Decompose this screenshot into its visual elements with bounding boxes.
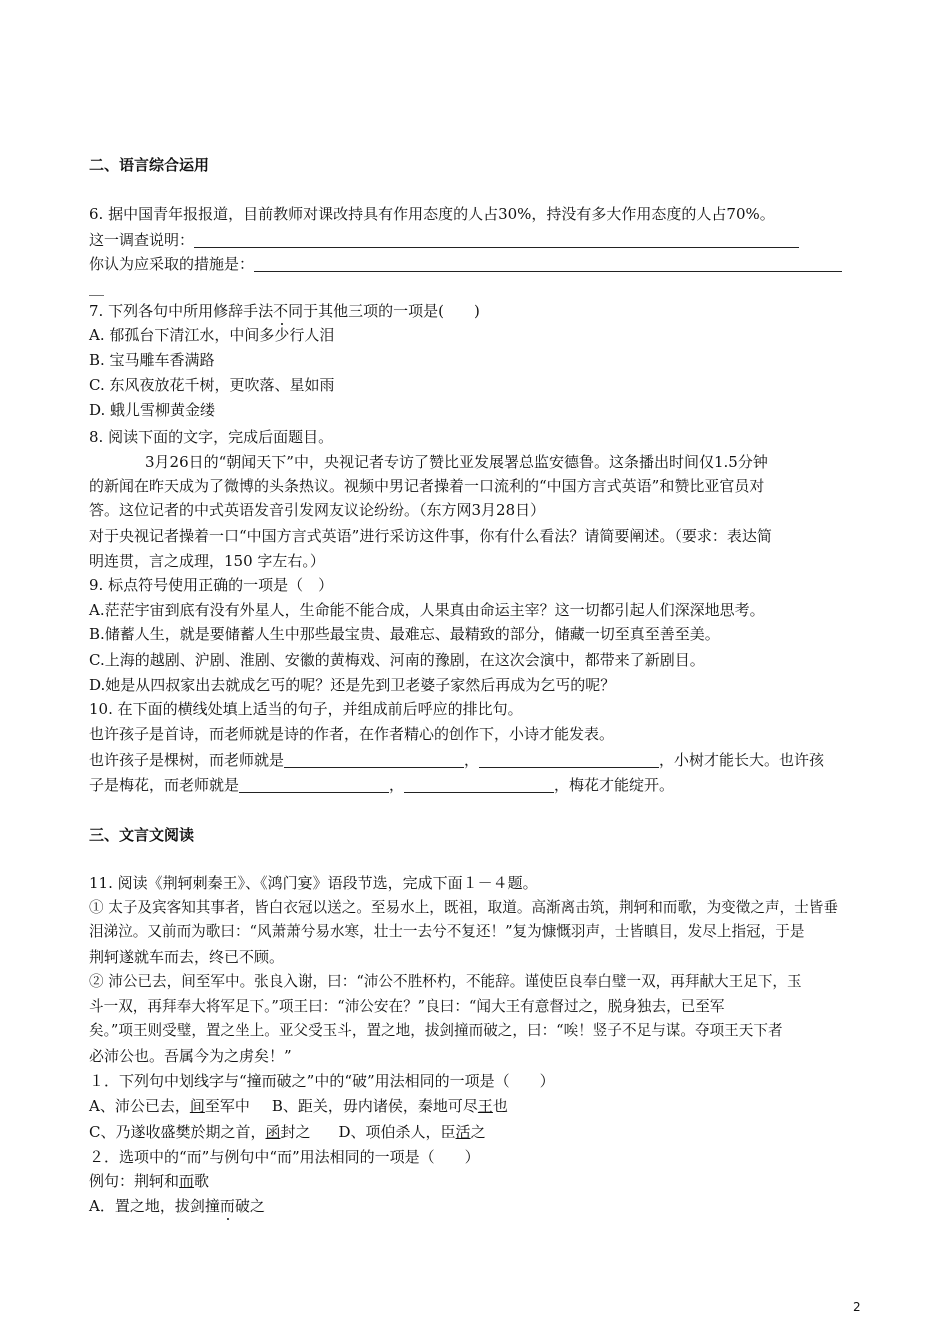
q9-option-c: C.上海的越剧、沪剧、淮剧、安徽的黄梅戏、河南的豫剧，在这次会演中，都带来了新剧目。 — [89, 651, 705, 669]
sub1-option-d-underlined: 活 — [455, 1123, 471, 1141]
q10-tree-blank-1[interactable] — [284, 751, 464, 768]
q10-line-tree — [89, 748, 824, 772]
q11-sub2-stem: ２．选项中的“而”与例句中“而”用法相同的一项是（ ） — [89, 1148, 480, 1166]
q10-line-plum — [89, 773, 674, 797]
q10-plum-text: 子是梅花，而老师就是 — [89, 776, 240, 794]
q6-measure-label: 你认为应采取的措施是： — [89, 255, 255, 273]
example-tail: 歌 — [194, 1172, 210, 1190]
q6-survey-line — [89, 228, 799, 252]
q6-survey-blank[interactable] — [194, 231, 799, 248]
q11-passage1-line: 荆轲遂就车而去，终已不顾。 — [89, 948, 285, 966]
q7-option-c: C. 东风夜放花千树，更吹落、星如雨 — [89, 376, 335, 394]
q7-stem-a: 7. 下列各句中所用修辞手法 — [89, 302, 274, 320]
sub1-option-a-tail: 至军中 — [204, 1097, 250, 1115]
q10-tree-sep: ， — [464, 751, 480, 769]
q11-sub1-options-cd — [89, 1120, 486, 1144]
q10-tree-blank-2[interactable] — [479, 751, 659, 768]
q7-stem-b: 同于其他三项的一项是( ) — [288, 302, 480, 320]
page-number: 2 — [853, 1300, 861, 1314]
example-label: 例句：荆轲和 — [89, 1172, 180, 1190]
sub1-option-b-underlined: 王 — [477, 1097, 493, 1115]
example-underlined-word: 而 — [179, 1172, 195, 1190]
section-heading-language: 二、语言综合运用 — [89, 156, 210, 174]
q10-plum-sep: ， — [389, 776, 405, 794]
sub2-option-a: A．置之地，拔剑撞 — [89, 1197, 220, 1215]
q11-sub1-stem: １．下列句中划线字与“撞而破之”中的“破”用法相同的一项是（ ） — [89, 1072, 555, 1090]
q10-plum-blank-2[interactable] — [404, 776, 554, 793]
q11-passage1-line: ① 太子及宾客知其事者，皆白衣冠以送之。至易水上，既祖，取道。高渐离击筑，荆轲和而歌，为变徵之声，士皆垂 — [89, 899, 838, 916]
q8-stem: 8. 阅读下面的文字，完成后面题目。 — [89, 428, 334, 446]
q11-passage2-line: 必沛公也。吾属今为之虏矣！” — [89, 1047, 292, 1065]
q11-sub2-option-a — [89, 1194, 265, 1218]
q10-plum-tail: ，梅花才能绽开。 — [554, 776, 675, 794]
q7-stem — [89, 299, 480, 323]
q6-overflow: __ — [89, 278, 104, 296]
q11-stem: 11. 阅读《荆轲刺秦王》、《鸿门宴》语段节选，完成下面１－４题。 — [89, 874, 538, 892]
q10-stem: 10. 在下面的横线处填上适当的句子，并组成前后呼应的排比句。 — [89, 700, 523, 718]
q7-option-b: B. 宝马雕车香满路 — [89, 351, 215, 369]
q8-passage-line: 3月26日的“朝闻天下”中，央视记者专访了赞比亚发展署总监安德鲁。这条播出时间仅1.5分钟 — [145, 453, 768, 471]
q8-prompt-line: 明连贯，言之成理，150 字左右。） — [89, 552, 325, 570]
sub2-option-a-tail: 破之 — [234, 1197, 265, 1215]
q8-prompt-line: 对于央视记者操着一口“中国方言式英语”进行采访这件事，你有什么看法？请简要阐述。（要求：表达简 — [89, 527, 772, 545]
sub1-option-d: D、项伯杀人，臣 — [338, 1123, 456, 1141]
q9-stem: 9. 标点符号使用正确的一项是（ ） — [89, 576, 334, 594]
q9-option-a: A.茫茫宇宙到底有没有外星人，生命能不能合成，人果真由命运主宰？这一切都引起人们深深地思考。 — [89, 601, 765, 619]
q10-plum-blank-1[interactable] — [239, 776, 389, 793]
q11-sub2-example — [89, 1169, 209, 1193]
sub1-option-c-underlined: 函 — [265, 1123, 281, 1141]
q10-tree-text: 也许孩子是棵树，而老师就是 — [89, 751, 285, 769]
q6-stem: 6. 据中国青年报报道，目前教师对课改持具有作用态度的人占30%，持没有多大作用态度的人占70%。 — [89, 205, 775, 223]
q9-option-d: D.她是从四叔家出去就成乞丐的呢？还是先到卫老婆子家然后再成为乞丐的呢？ — [89, 676, 616, 694]
q11-passage2-line: 矣。”项王则受璧，置之坐上。亚父受玉斗，置之地，拔剑撞而破之，曰：“唉！竖子不足与谋。夺项王天下者 — [89, 1022, 783, 1039]
q10-example: 也许孩子是首诗，而老师就是诗的作者，在作者精心的创作下，小诗才能发表。 — [89, 725, 615, 743]
q9-option-b: B.储蓄人生，就是要储蓄人生中那些最宝贵、最难忘、最精致的部分，储藏一切至真至善至美。 — [89, 625, 720, 643]
section-heading-classical: 三、文言文阅读 — [89, 826, 195, 844]
sub1-option-a-underlined: 间 — [189, 1097, 205, 1115]
q6-measure-blank[interactable] — [254, 255, 842, 272]
q8-passage-line: 答。这位记者的中式英语发音引发网友议论纷纷。（东方网3月28日） — [89, 501, 546, 519]
sub1-option-d-tail: 之 — [470, 1123, 486, 1141]
q6-survey-label: 这一调查说明： — [89, 231, 195, 249]
q8-passage-line: 的新闻在昨天成为了微博的头条热议。视频中男记者操着一口流利的“中国方言式英语”和赞比亚官员对 — [89, 477, 765, 495]
sub1-option-c-tail: 封之 — [280, 1123, 311, 1141]
sub2-option-a-emphasis: 而 — [219, 1197, 235, 1215]
q7-emphasis-char: 不 — [273, 302, 289, 320]
q11-passage2-line: ② 沛公已去，间至军中。张良入谢，曰：“沛公不胜杯杓，不能辞。谨使臣良奉白璧一双，再拜献大王足下，玉 — [89, 973, 802, 990]
q7-option-a: A. 郁孤台下清江水，中间多少行人泪 — [89, 326, 335, 344]
q7-option-d: D. 蛾儿雪柳黄金缕 — [89, 401, 216, 419]
q11-sub1-options-ab — [89, 1094, 508, 1118]
sub1-option-b-tail: 也 — [492, 1097, 508, 1115]
q11-passage2-line: 斗一双，再拜奉大将军足下。”项王曰：“沛公安在？”良曰：“闻大王有意督过之，脱身独去，已至军 — [89, 998, 725, 1015]
q11-passage1-line: 泪涕泣。又前而为歌曰：“风萧萧兮易水寒，壮士一去兮不复还！”复为慷慨羽声，士皆瞋目，发尽上指冠，于是 — [89, 923, 805, 940]
sub1-option-a: A、沛公已去， — [89, 1097, 190, 1115]
sub1-option-c: C、乃遂收盛樊於期之首， — [89, 1123, 266, 1141]
q10-tree-tail: ，小树才能长大。也许孩 — [659, 751, 825, 769]
sub1-option-b: B、距关，毋内诸侯，秦地可尽 — [271, 1097, 478, 1115]
q6-measure-line — [89, 252, 842, 276]
